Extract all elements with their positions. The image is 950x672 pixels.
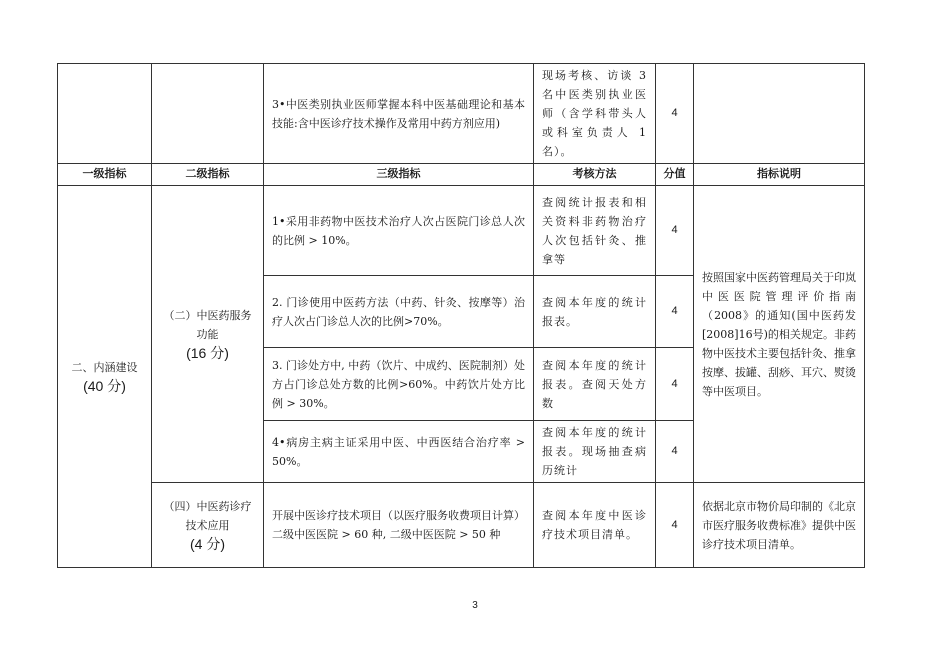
score-cell: 4 <box>656 276 694 348</box>
table-row <box>58 186 865 276</box>
level1-cell <box>58 186 152 568</box>
note-cell: 依据北京市物价局印制的《北京市医疗服务收费标准》提供中医诊疗技术项目清单。 <box>694 483 865 568</box>
indicator-cell: 3. 门诊处方中, 中药（饮片、中成约、医院制剂）处方占门诊总处方数的比例>60%。中药饮片处方比例 > 30%。 <box>264 348 534 421</box>
indicator-table <box>57 63 865 568</box>
level1-points: (40 分) <box>83 377 126 394</box>
header-score: 分值 <box>656 164 694 186</box>
cell-empty <box>694 64 865 164</box>
indicator-cell: 1•采用非药物中医技术治疗人次占医院门诊总人次的比例 > 10%。 <box>264 186 534 276</box>
header-note: 指标说明 <box>694 164 865 186</box>
score-cell: 4 <box>656 64 694 164</box>
cell-empty <box>152 64 264 164</box>
level2-name: （二）中医药服务功能 <box>163 308 252 341</box>
method-cell: 查阅本年度中医诊疗技术项目清单。 <box>534 483 656 568</box>
level2-points: (16 分) <box>186 344 229 361</box>
table-row-top <box>58 64 865 164</box>
method-cell: 查阅本年度的统计报表。查阅天处方数 <box>534 348 656 421</box>
score-cell: 4 <box>656 421 694 483</box>
cell-empty <box>58 64 152 164</box>
table-row <box>58 483 865 568</box>
header-level2: 二级指标 <box>152 164 264 186</box>
level2-cell <box>152 186 264 483</box>
level2-name: （四）中医药诊疗技术应用 <box>163 499 252 532</box>
note-cell: 按照国家中医药管理局关于印岚中医医院管理评价指南（2008》的通知(国中医药发[2008]16号)的相关规定。非药物中医技术主要包括针灸、推拿按摩、拔罐、刮痧、耳穴、熨烫等中医项目。 <box>694 186 865 483</box>
method-cell: 查阅统计报表和相关资料非药物治疗人次包括针灸、推拿等 <box>534 186 656 276</box>
method-cell: 查阅本年度的统计报表。 <box>534 276 656 348</box>
indicator-cell: 2. 门诊使用中医药方法（中药、针灸、按摩等）治疗人次占门诊总人次的比例>70%。 <box>264 276 534 348</box>
score-cell: 4 <box>656 348 694 421</box>
score-cell: 4 <box>656 186 694 276</box>
header-level1: 一级指标 <box>58 164 152 186</box>
indicator-cell: 4•病房主病主证采用中医、中西医结合治疗率 > 50%。 <box>264 421 534 483</box>
level2-points: (4 分) <box>190 535 225 552</box>
method-cell: 现场考核、访谈 3 名中医类别执业医师（含学科带头人或科室负责人 1 名）。 <box>534 64 656 164</box>
header-row <box>58 164 865 186</box>
header-method: 考核方法 <box>534 164 656 186</box>
level2-cell <box>152 483 264 568</box>
level1-name: 二、内涵建设 <box>71 360 138 374</box>
header-level3: 三级指标 <box>264 164 534 186</box>
indicator-cell: 3•中医类别执业医师掌握本科中医基础理论和基本技能:含中医诊疗技术操作及常用中药方剂应用) <box>264 64 534 164</box>
score-cell: 4 <box>656 483 694 568</box>
indicator-cell: 开展中医诊疗技术项目（以医疗服务收费项目计算）二级中医医院 > 60 种, 二级中医医院 > 50 种 <box>264 483 534 568</box>
method-cell: 查阅本年度的统计报表。现场抽查病历统计 <box>534 421 656 483</box>
page-number: 3 <box>472 600 478 611</box>
